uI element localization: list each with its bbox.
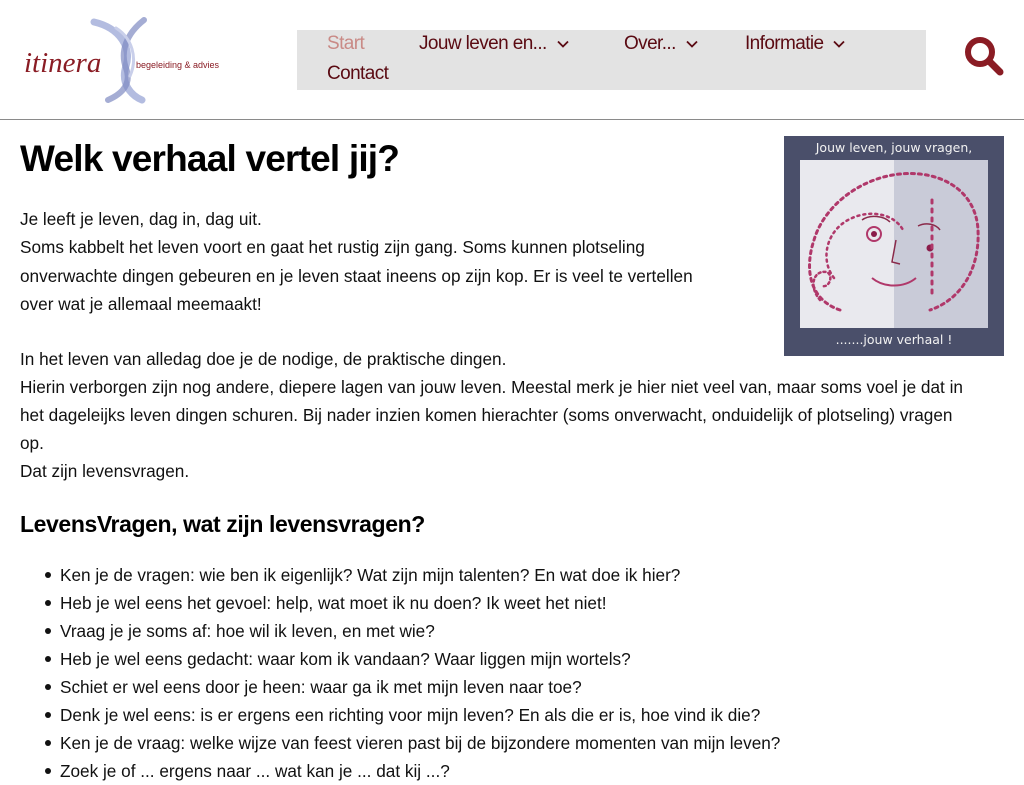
svg-text:itinera: itinera — [24, 47, 102, 79]
illustration-caption-bottom: .......jouw verhaal ! — [835, 332, 953, 347]
list-item: Schiet er wel eens door je heen: waar ga ik met mijn leven naar toe? — [60, 673, 780, 701]
illustration-caption-top: Jouw leven, jouw vragen, — [815, 140, 973, 155]
search-button[interactable] — [963, 35, 1005, 77]
list-item: Heb je wel eens gedacht: waar kom ik vandaan? Waar liggen mijn wortels? — [60, 645, 780, 673]
search-icon[interactable] — [963, 35, 1005, 77]
list-item: Vraag je je soms af: hoe wil ik leven, en met wie? — [60, 617, 780, 645]
body-line: op. — [20, 433, 44, 453]
nav-item-over[interactable] — [624, 33, 699, 55]
main-navigation — [297, 30, 926, 90]
body-line: Hierin verborgen zijn nog andere, diepere lagen van jouw leven. Meestal merk je hier niet veel van, maar soms voel je dat in — [20, 377, 963, 397]
svg-text:begeleiding & advies: begeleiding & advies — [136, 60, 220, 70]
nav-item-contact[interactable] — [327, 63, 388, 85]
chevron-down-icon[interactable] — [685, 37, 699, 51]
story-illustration — [784, 136, 1004, 356]
list-item: Heb je wel eens het gevoel: help, wat moet ik nu doen? Ik weet het niet! — [60, 589, 780, 617]
nav-label[interactable]: Jouw leven en... — [419, 33, 547, 54]
site-logo[interactable] — [22, 18, 227, 102]
nav-label[interactable]: Over... — [624, 33, 676, 54]
nav-label[interactable]: Contact — [327, 63, 389, 84]
nav-label[interactable]: Start — [327, 33, 365, 54]
nav-item-jouw-leven[interactable] — [419, 33, 570, 55]
list-item: Ken je de vragen: wie ben ik eigenlijk? Wat zijn mijn talenten? En wat doe ik hier? — [60, 561, 780, 589]
list-item: Ken je de vraag: welke wijze van feest vieren past bij de bijzondere momenten van mijn leven? — [60, 729, 780, 757]
body-line: Dat zijn levensvragen. — [20, 461, 190, 481]
list-item: Denk je wel eens: is er ergens een richting voor mijn leven? En als die er is, hoe vind ik die? — [60, 701, 780, 729]
itinera-logo-mark — [22, 18, 227, 102]
page-title: Welk verhaal vertel jij? — [20, 138, 400, 179]
question-list — [60, 561, 780, 785]
body-line: het dageleijks leven dingen schuren. Bij nader inzien komen hierachter (soms onverwacht, onduidelijk of plotseling) vragen — [20, 405, 953, 425]
nav-item-informatie[interactable] — [745, 33, 846, 55]
chevron-down-icon[interactable] — [832, 37, 846, 51]
intro-line: Je leeft je leven, dag in, dag uit. — [20, 209, 262, 229]
nav-label[interactable]: Informatie — [745, 33, 824, 54]
section-heading: LevensVragen, wat zijn levensvragen? — [20, 511, 425, 537]
body-line: In het leven van alledag doe je de nodige, de praktische dingen. — [20, 349, 507, 369]
chevron-down-icon[interactable] — [556, 37, 570, 51]
intro-line: Soms kabbelt het leven voort en gaat het rustig zijn gang. Soms kunnen plotseling — [20, 237, 645, 257]
nav-item-start[interactable] — [327, 33, 364, 55]
intro-line: over wat je allemaal meemaakt! — [20, 294, 262, 314]
face-spiral-illustration — [800, 160, 988, 328]
site-header — [0, 0, 1024, 120]
intro-line: onverwachte dingen gebeuren en je leven staat ineens op zijn kop. Er is veel te vertellen — [20, 266, 693, 286]
list-item: Zoek je of ... ergens naar ... wat kan je ... dat kij ...? — [60, 757, 780, 785]
